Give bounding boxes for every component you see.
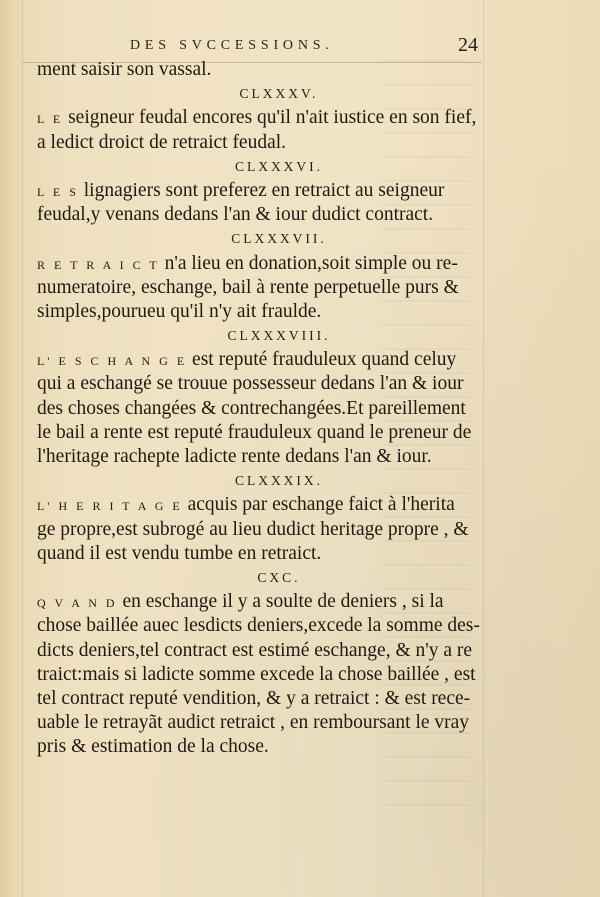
page-left-edge-rule	[22, 0, 23, 897]
article-number: CLXXXIX.	[234, 473, 324, 489]
text-line: qui a eschangé se trouue possesseur dedans l'an & iour	[37, 373, 464, 395]
page-number: 24	[458, 34, 478, 56]
initial-small-caps: Q V A N D	[37, 596, 118, 611]
initial-small-caps: L E S	[37, 184, 79, 199]
text-line	[37, 106, 479, 130]
line-text: acquis par eschange faict à l'herita	[187, 494, 455, 516]
article-number: CLXXXVIII.	[227, 328, 331, 344]
text-line: dicts deniers,tel contract est estimé eschange, & n'y a re	[37, 639, 473, 661]
text-line: a ledict droict de retraict feudal.	[37, 131, 287, 153]
article-number: CXC.	[257, 569, 301, 585]
page-right-margin-rule	[483, 0, 484, 897]
line-text: seigneur feudal encores qu'il n'ait iustice en son fief,	[68, 107, 477, 129]
initial-small-caps: L' E S C H A N G E	[37, 354, 188, 369]
text-line	[37, 348, 479, 372]
text-line: pris & estimation de la chose.	[37, 736, 269, 758]
text-line: ment saisir son vassal.	[37, 59, 212, 80]
text-line: traict:mais si ladicte somme excede la chose baillée , est	[37, 663, 476, 685]
text-line: ge propre,est subrogé au lieu dudict heritage propre , &	[37, 518, 469, 540]
text-line: chose baillée auec lesdicts deniers,excede la somme des-	[37, 615, 480, 637]
text-line: quand il est vendu tumbe en retraict.	[37, 542, 322, 564]
text-line: simples,pourueu qu'il n'y ait fraulde.	[37, 300, 322, 322]
body-text	[37, 58, 479, 759]
text-line: des choses changées & contrechangées.Et pareillement	[37, 397, 466, 419]
initial-small-caps: L' H E R I T A G E	[37, 499, 183, 514]
line-text: est reputé frauduleux quand celuy	[192, 349, 457, 371]
line-text: n'a lieu en donation,soit simple ou re-	[164, 252, 458, 274]
text-line	[37, 252, 479, 276]
text-line	[37, 590, 479, 614]
initial-small-caps: L E	[37, 112, 64, 127]
text-line: tel contract reputé vendition, & y a retraict : & est rece-	[37, 687, 471, 709]
text-line: le bail a rente est reputé frauduleux quand le preneur de	[37, 421, 472, 443]
text-line	[37, 179, 479, 203]
line-text: en eschange il y a soulte de deniers , si la	[122, 591, 444, 613]
article-number: CLXXXVI.	[234, 158, 324, 174]
text-line: uable le retrayãt audict retraict , en remboursant le vray	[37, 712, 470, 734]
article-number: CLXXXVII.	[231, 231, 327, 247]
article-number: CLXXXV.	[239, 86, 319, 102]
text-line: l'heritage rachepte ladicte rente dedans l'an & iour.	[37, 446, 432, 467]
text-line: numeratoire, eschange, bail à rente perpetuelle purs &	[37, 276, 459, 298]
text-line: feudal,y venans dedans l'an & iour dudict contract.	[37, 204, 434, 226]
running-header	[130, 34, 490, 60]
line-text: lignagiers sont preferez en retraict au seigneur	[83, 179, 445, 201]
initial-small-caps: R E T R A I C T	[37, 257, 160, 272]
text-line	[37, 493, 479, 517]
running-title: DES SVCCESSIONS.	[130, 38, 334, 53]
